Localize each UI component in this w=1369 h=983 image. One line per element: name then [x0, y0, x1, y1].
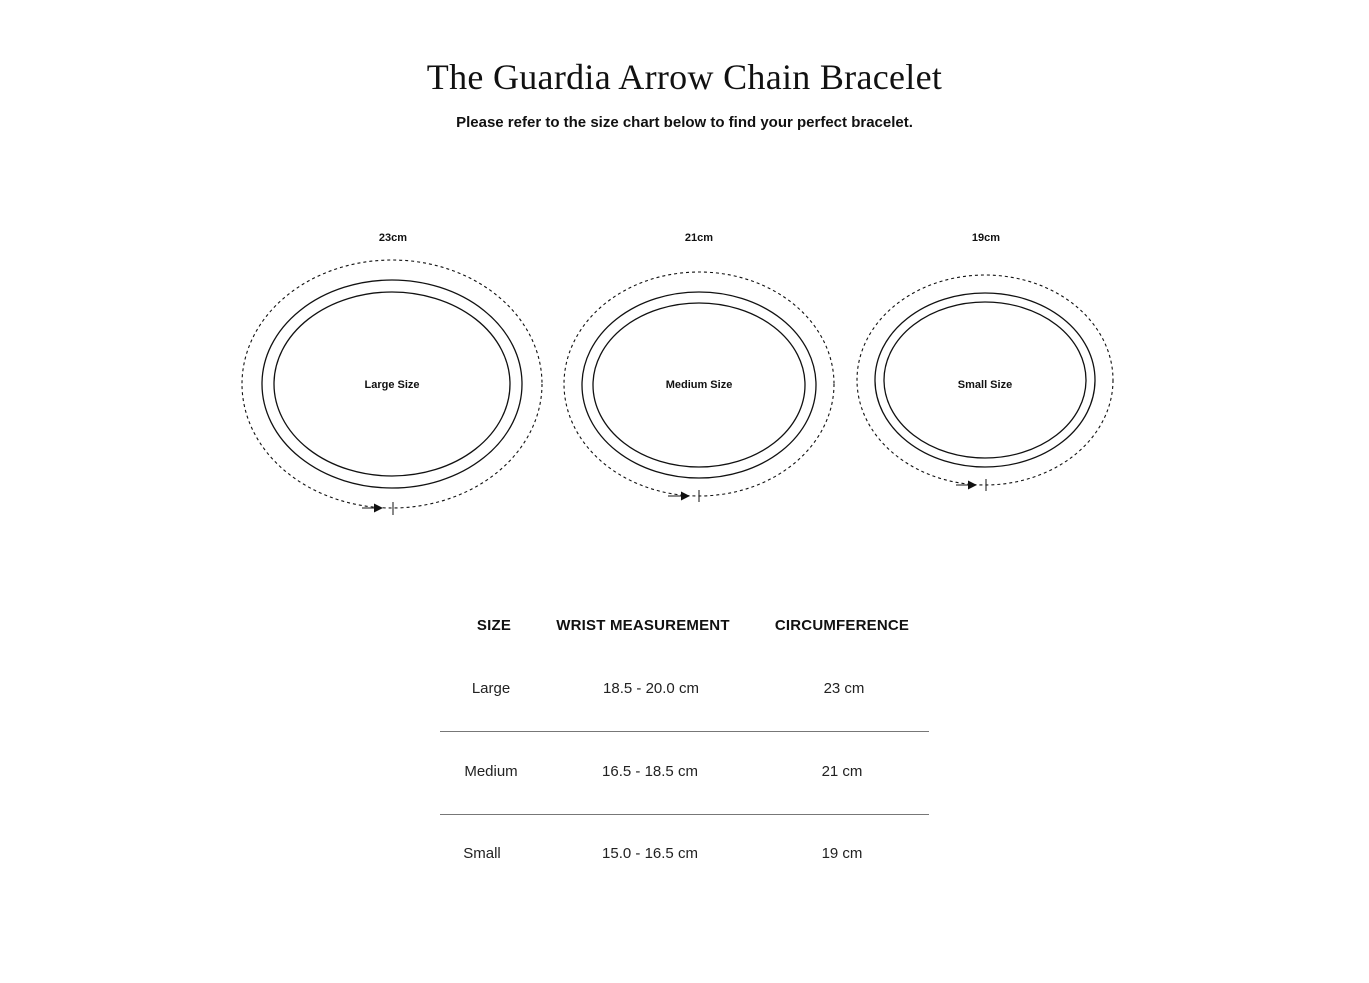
bracelet-large — [242, 232, 542, 515]
header-size: SIZE — [476, 617, 512, 634]
size-label-medium: Medium Size — [665, 379, 733, 391]
circumference-label-medium: 21cm — [684, 232, 714, 244]
cell-circumference-small: 19 cm — [821, 845, 863, 862]
row-divider — [440, 731, 929, 732]
header-wrist-measurement: WRIST MEASUREMENT — [556, 617, 730, 634]
page-subtitle: Please refer to the size chart below to find your perfect bracelet. — [456, 114, 913, 131]
cell-size-medium: Medium — [464, 763, 518, 780]
cell-wrist-small: 15.0 - 16.5 cm — [602, 845, 698, 862]
cell-circumference-medium: 21 cm — [821, 763, 863, 780]
header-circumference: CIRCUMFERENCE — [774, 617, 910, 634]
bracelet-medium — [564, 232, 834, 502]
cell-wrist-large: 18.5 - 20.0 cm — [603, 680, 699, 697]
page-title: The Guardia Arrow Chain Bracelet — [426, 57, 943, 97]
cell-circumference-large: 23 cm — [823, 680, 865, 697]
cell-size-small: Small — [463, 845, 501, 862]
bracelet-small — [857, 232, 1113, 491]
circumference-label-large: 23cm — [378, 232, 408, 244]
size-chart-table — [440, 600, 929, 890]
size-label-large: Large Size — [364, 379, 420, 391]
cell-wrist-medium: 16.5 - 18.5 cm — [602, 763, 698, 780]
circumference-label-small: 19cm — [971, 232, 1001, 244]
row-divider — [440, 814, 929, 815]
size-label-small: Small Size — [957, 379, 1013, 391]
cell-size-large: Large — [471, 680, 511, 697]
